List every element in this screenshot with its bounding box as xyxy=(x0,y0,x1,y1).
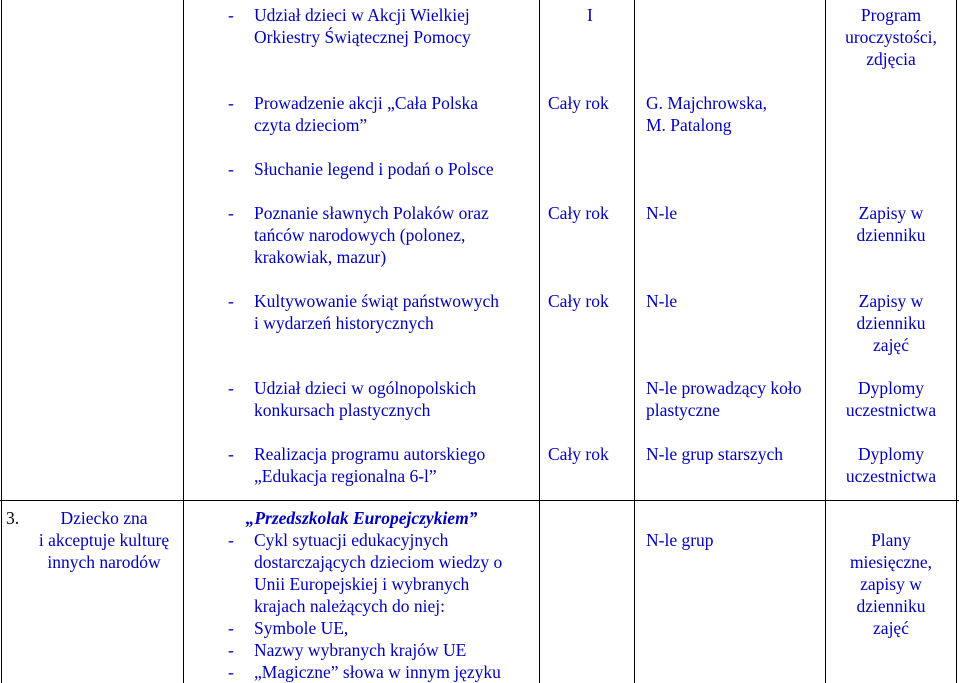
column-divider-3 xyxy=(634,0,635,683)
responsible-cell: G. Majchrowska, M. Patalong xyxy=(646,93,768,135)
term-cell: I xyxy=(587,5,593,25)
document-page: - Udział dzieci w Akcji Wielkiej Orkiestry Świątecznej Pomocy I Program uroczystości, zdjęcia - Prowadzenie akcji „Cała Polska czyta dzieciom” Cały rok G. Majchrowska, M. Patalong - Słuchanie legend i podań o Polsce - Poznanie sławnych Polaków oraz tańców narodowych (polonez, krakowiak, mazur) Cały rok N-le Zapisy w dzienniku - Kultywowanie świąt państwowych i wydarzeń historycznych Cały rok N-le Zapisy w dzienniku zajęć - Udział dzieci w ogólnopolskich konkursach plastycznych N-le prowadzący koło plastyczne Dyplomy uczestnictwa - Realizacja programu autorskiego „Edukacja regionalna 6-l” Cały rok N-le grup starszych Dyplomy uczestnictwa 3. Dziecko zna i akceptuje kulturę innych narodów „Przedszkolak Europejczykiem” - Cykl sytuacji edukacyjnych dostarczających dzieciom wiedzy o Unii Europejskiej i wybranych krajach należących do niej: - Symbole UE, - Nazwy wybranych krajów UE - „Magiczne” słowa w innym języku N-le grup Plany miesięczne, zapisy w dzienniku zajęć xyxy=(0,0,959,683)
responsible-cell: N-le grup starszych xyxy=(646,444,784,464)
term-cell: Cały rok xyxy=(548,203,609,223)
section-number: 3. xyxy=(6,508,20,528)
row-divider xyxy=(0,500,959,501)
evaluation-cell: Dyplomy uczestnictwa xyxy=(845,444,937,486)
column-divider-1 xyxy=(183,0,184,683)
evaluation-cell: Program uroczystości, zdjęcia xyxy=(845,5,937,69)
responsible-cell: N-le grup xyxy=(646,530,714,550)
evaluation-cell: Zapisy w dzienniku xyxy=(856,203,926,245)
term-cell: Cały rok xyxy=(548,291,609,311)
responsible-cell: N-le prowadzący koło plastyczne xyxy=(646,378,802,420)
table-border-left xyxy=(1,0,2,683)
evaluation-cell: Zapisy w dzienniku zajęć xyxy=(856,291,926,355)
goal-cell: Dziecko zna i akceptuje kulturę innych narodów xyxy=(38,508,170,572)
evaluation-cell: Plany miesięczne, zapisy w dzienniku zajęć xyxy=(849,530,933,638)
term-cell: Cały rok xyxy=(548,444,609,464)
column-divider-2 xyxy=(539,0,540,683)
term-cell: Cały rok xyxy=(548,93,609,113)
responsible-cell: N-le xyxy=(646,291,678,311)
evaluation-cell: Dyplomy uczestnictwa xyxy=(845,378,937,420)
table-border-right xyxy=(956,0,957,683)
program-title: „Przedszkolak Europejczykiem” xyxy=(245,508,478,528)
responsible-cell: N-le xyxy=(646,203,678,223)
